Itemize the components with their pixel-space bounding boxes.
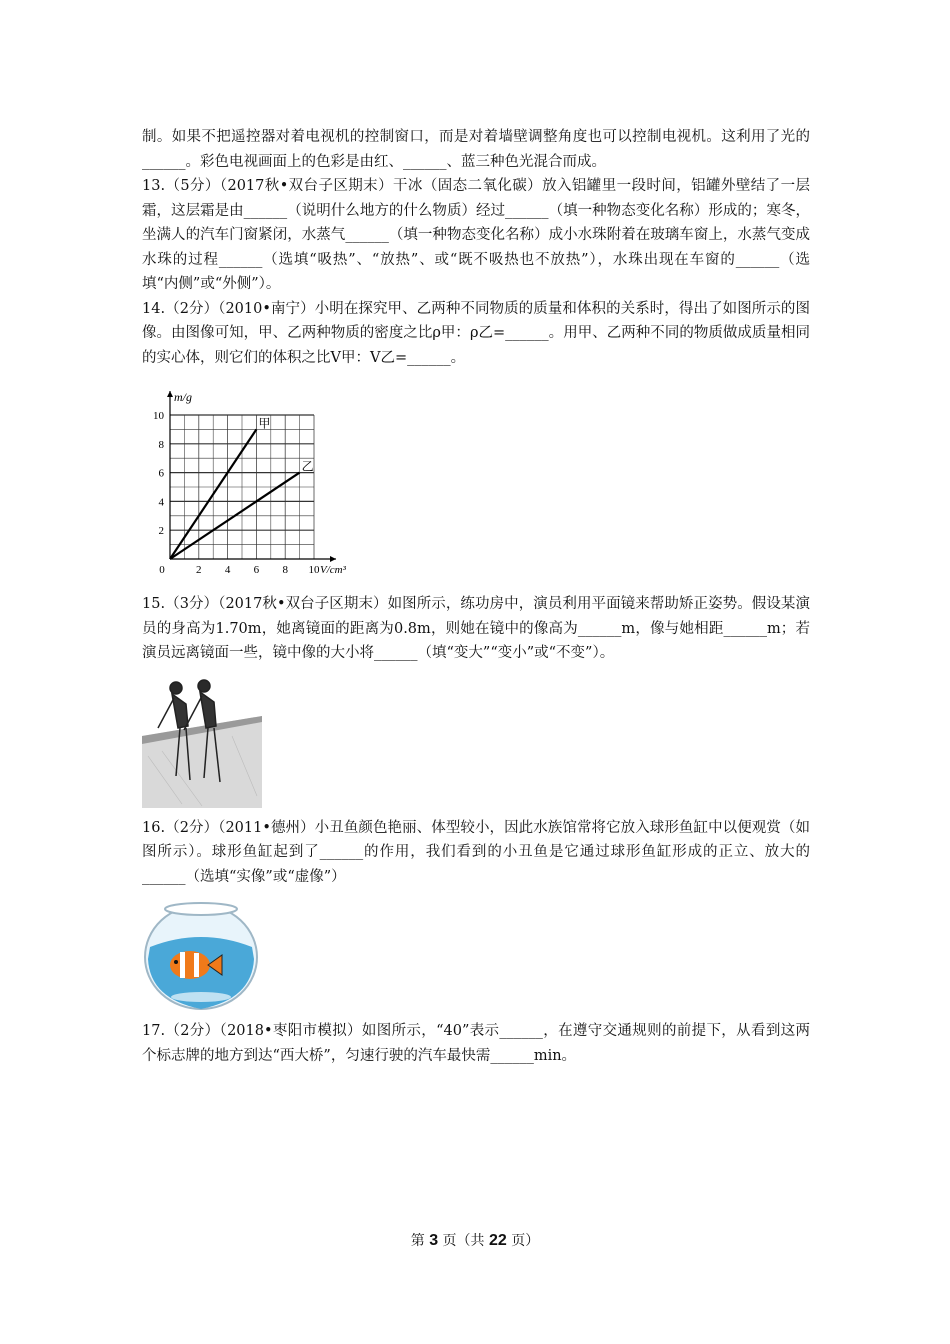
series-label-yi: 乙	[301, 459, 314, 474]
fishbowl-figure	[142, 899, 260, 1011]
x-tick-label: 10	[308, 564, 320, 576]
origin-label: 0	[159, 564, 165, 576]
y-tick-label: 6	[158, 467, 164, 480]
y-axis-label: m/g	[174, 390, 192, 404]
x-tick-label: 2	[196, 564, 202, 576]
question-17: 17.（2分）（2018•枣阳市模拟）如图所示，“40”表示______，在遵守交通规则的前提下，从看到这两个标志牌的地方到达“西大桥”，匀速行驶的汽车最快需______min。	[142, 1023, 810, 1064]
y-tick-label: 4	[158, 496, 164, 509]
dancer-mirror-figure	[142, 676, 262, 808]
fishbowl-illustration	[142, 899, 260, 1011]
footer-page-number: 3	[429, 1232, 439, 1249]
footer-suffix: 页）	[506, 1233, 540, 1249]
y-tick-label: 8	[158, 438, 164, 451]
x-axis-arrow	[330, 556, 336, 562]
y-tick-label: 10	[153, 410, 164, 422]
footer-middle: 页（共	[438, 1233, 489, 1249]
x-tick-label: 4	[224, 564, 231, 576]
question-12-continued: 制。如果不把遥控器对着电视机的控制窗口，而是对着墙壁调整角度也可以控制电视机。这利用了光的______。彩色电视画面上的色彩是由红、______、蓝三种色光混合而成。	[142, 129, 810, 170]
mass-volume-chart-svg	[142, 384, 346, 584]
dancer-mirror-illustration	[142, 676, 262, 808]
question-14: 14.（2分）（2010•南宁）小明在探究甲、乙两种不同物质的质量和体积的关系时，得出了如图所示的图像。由图像可知，甲、乙两种物质的密度之比ρ甲：ρ乙=______。用甲、乙两种不同的物质做成质量相同的实心体，则它们的体积之比V甲：V乙=______。	[142, 300, 810, 366]
footer-total-pages: 22	[489, 1232, 507, 1249]
series-label-jia: 甲	[258, 416, 271, 431]
footer-prefix: 第	[410, 1233, 430, 1249]
x-axis-label: V/cm³	[320, 564, 346, 576]
y-axis-arrow	[167, 391, 173, 397]
question-16: 16.（2分）（2011•德州）小丑鱼颜色艳丽、体型较小，因此水族馆常将它放入球形鱼缸中以便观赏（如图所示）。球形鱼缸起到了______的作用，我们看到的小丑鱼是它通过球形鱼缸形成的正立、放大的______（选填“实像”或“虚像”）	[142, 819, 810, 885]
y-tick-label: 2	[158, 525, 164, 538]
mass-volume-chart	[142, 384, 346, 584]
page-footer	[0, 1230, 950, 1250]
page-content	[142, 125, 810, 1068]
x-tick-label: 6	[253, 564, 260, 576]
question-15: 15.（3分）（2017秋•双台子区期末）如图所示，练功房中，演员利用平面镜来帮助矫正姿势。假设某演员的身高为1.70m，她离镜面的距离为0.8m，则她在镜中的像高为______m，像与她相距______m；若演员远离镜面一些，镜中像的大小将______（填“变大”“变小”或“不变”）。	[142, 596, 810, 661]
question-13: 13.（5分）（2017秋•双台子区期末）干冰（固态二氧化碳）放入铝罐里一段时间，铝罐外壁结了一层霜，这层霜是由______（说明什么地方的什么物质）经过______（填一种物态变化名称）形成的；寒冬，坐满人的汽车门窗紧闭，水蒸气______（填一种物态变化名称）成小水珠附着在玻璃车窗上，水蒸气变成水珠的过程______（选填“吸热”、“放热”、或“既不吸热也不放热”），水珠出现在车窗的______（选填“内侧”或“外侧”）。	[142, 178, 810, 292]
x-tick-label: 8	[282, 564, 288, 576]
